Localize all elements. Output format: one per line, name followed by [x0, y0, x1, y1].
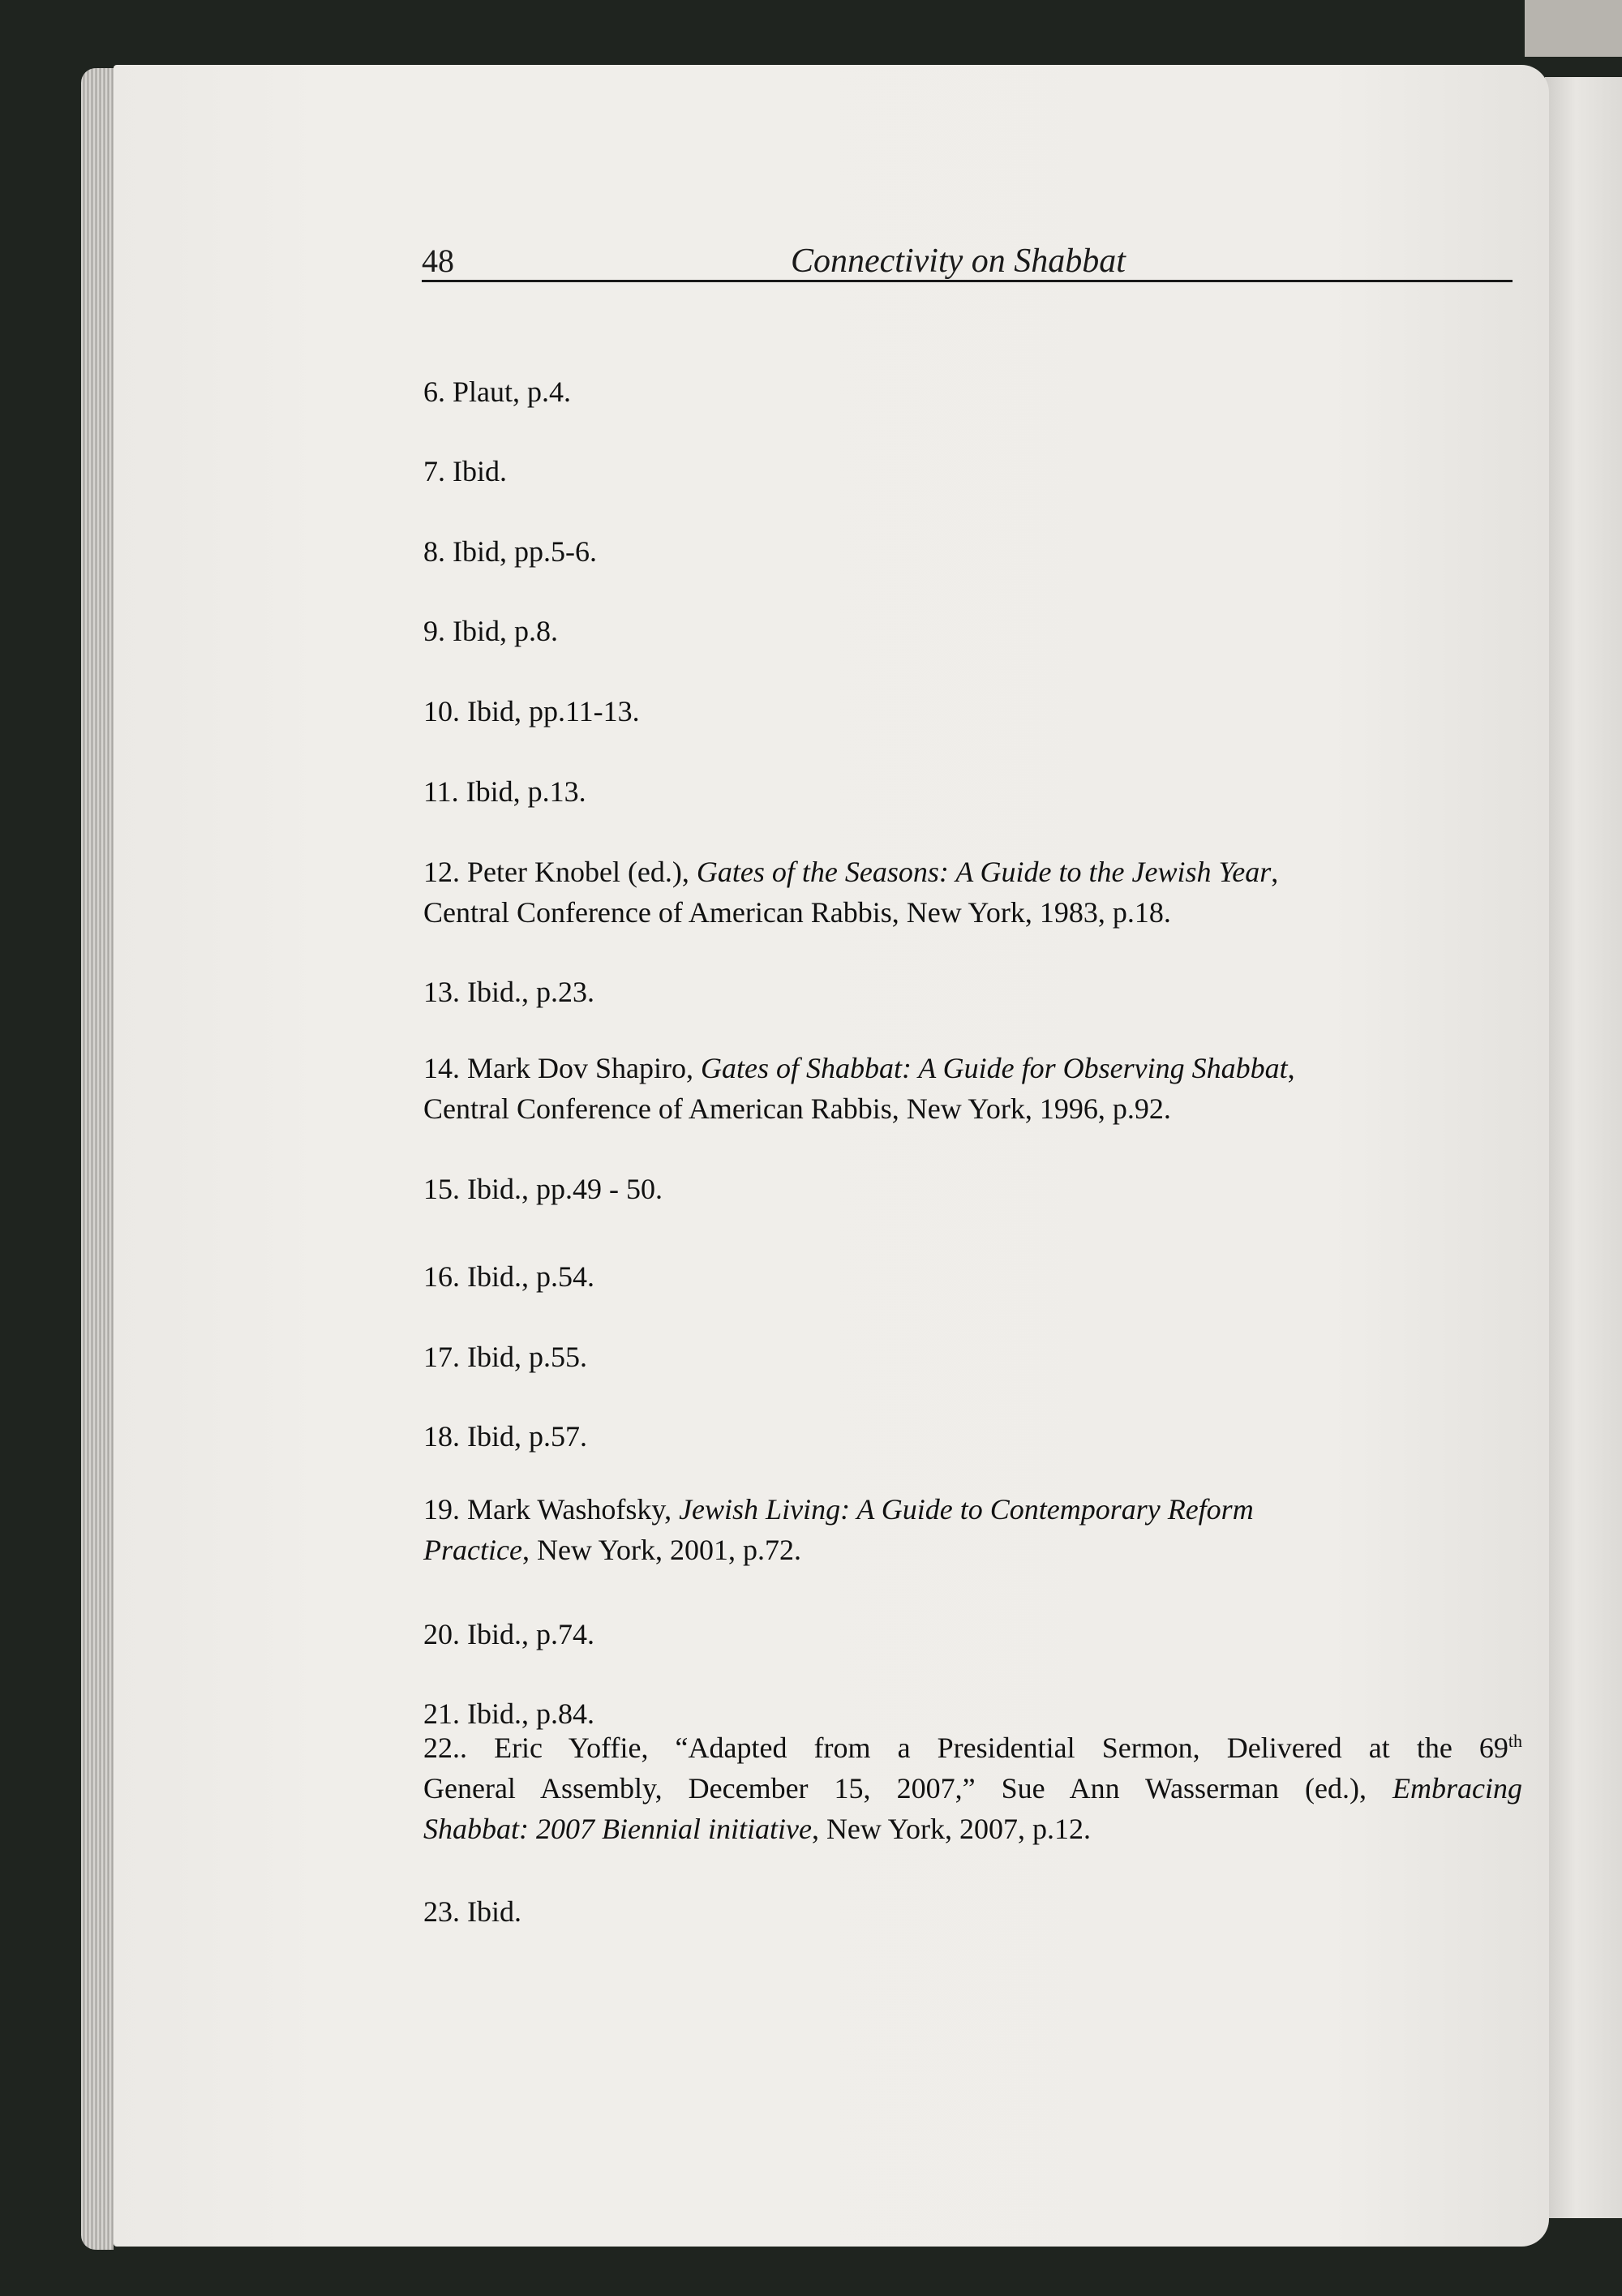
endnote-6: 6. Plaut, p.4.	[423, 376, 572, 408]
endnote-22	[423, 1727, 1526, 1849]
endnote-22-line1	[423, 1727, 1522, 1768]
endnote-15: 15. Ibid., pp.49 - 50.	[423, 1173, 663, 1205]
endnote-22-line3	[423, 1813, 1091, 1845]
endnote-22-line1-text: 22.. Eric Yoffie, “Adapted from a Presidential Sermon, Delivered at the 69	[423, 1732, 1508, 1764]
running-title: Connectivity on Shabbat	[791, 242, 1126, 280]
endnote-10: 10. Ibid, pp.11-13.	[423, 695, 640, 727]
endnote-7: 7. Ibid.	[423, 455, 507, 487]
header-rule	[422, 280, 1513, 282]
page-number: 48	[422, 242, 454, 279]
endnote-18: 18. Ibid, p.57.	[423, 1420, 587, 1453]
endnote-21: 21. Ibid., p.84.	[423, 1697, 594, 1730]
endnote-14	[423, 1048, 1526, 1129]
endnote-19-title-line2: Practice	[423, 1534, 522, 1566]
corner-surface	[1525, 0, 1622, 57]
endnote-22-suffix: , New York, 2007, p.12.	[811, 1813, 1091, 1845]
endnote-13: 13. Ibid., p.23.	[423, 976, 594, 1008]
page-stack-edges	[81, 68, 114, 2250]
endnote-19-title-line1: Jewish Living: A Guide to Contemporary Reform	[679, 1493, 1254, 1526]
endnote-14-title: Gates of Shabbat: A Guide for Observing Shabbat	[700, 1052, 1288, 1084]
endnote-22-line2-text: General Assembly, December 15, 2007,” Sue Ann Wasserman (ed.),	[423, 1772, 1393, 1805]
endnote-16: 16. Ibid., p.54.	[423, 1260, 594, 1293]
endnote-8: 8. Ibid, pp.5-6.	[423, 535, 597, 568]
endnote-19-prefix: 19. Mark Washofsky,	[423, 1493, 680, 1526]
endnote-22-title-part1: Embracing	[1392, 1772, 1522, 1805]
endnote-11: 11. Ibid, p.13.	[423, 775, 586, 808]
endnote-9: 9. Ibid, p.8.	[423, 615, 558, 647]
endnote-17: 17. Ibid, p.55.	[423, 1341, 587, 1373]
endnote-22-line2	[423, 1768, 1522, 1809]
endnote-19-suffix: , New York, 2001, p.72.	[521, 1534, 801, 1566]
endnote-14-prefix: 14. Mark Dov Shapiro,	[423, 1052, 701, 1084]
endnote-22-ordinal: th	[1508, 1731, 1522, 1751]
endnote-12-suffix: ,	[1271, 856, 1279, 888]
endnote-12	[423, 852, 1526, 933]
endnote-22-title-part2: Shabbat: 2007 Biennial initiative	[423, 1813, 812, 1845]
endnote-19	[423, 1489, 1526, 1570]
endnote-12-title: Gates of the Seasons: A Guide to the Jewish Year	[696, 856, 1272, 888]
facing-page-edge	[1545, 77, 1622, 2218]
endnote-23: 23. Ibid.	[423, 1895, 521, 1928]
endnote-14-line2: Central Conference of American Rabbis, New York, 1996, p.92.	[423, 1092, 1171, 1125]
endnote-14-suffix: ,	[1287, 1052, 1295, 1084]
endnote-20: 20. Ibid., p.74.	[423, 1618, 594, 1650]
endnote-12-prefix: 12. Peter Knobel (ed.),	[423, 856, 697, 888]
endnote-12-line2: Central Conference of American Rabbis, New York, 1983, p.18.	[423, 896, 1171, 929]
